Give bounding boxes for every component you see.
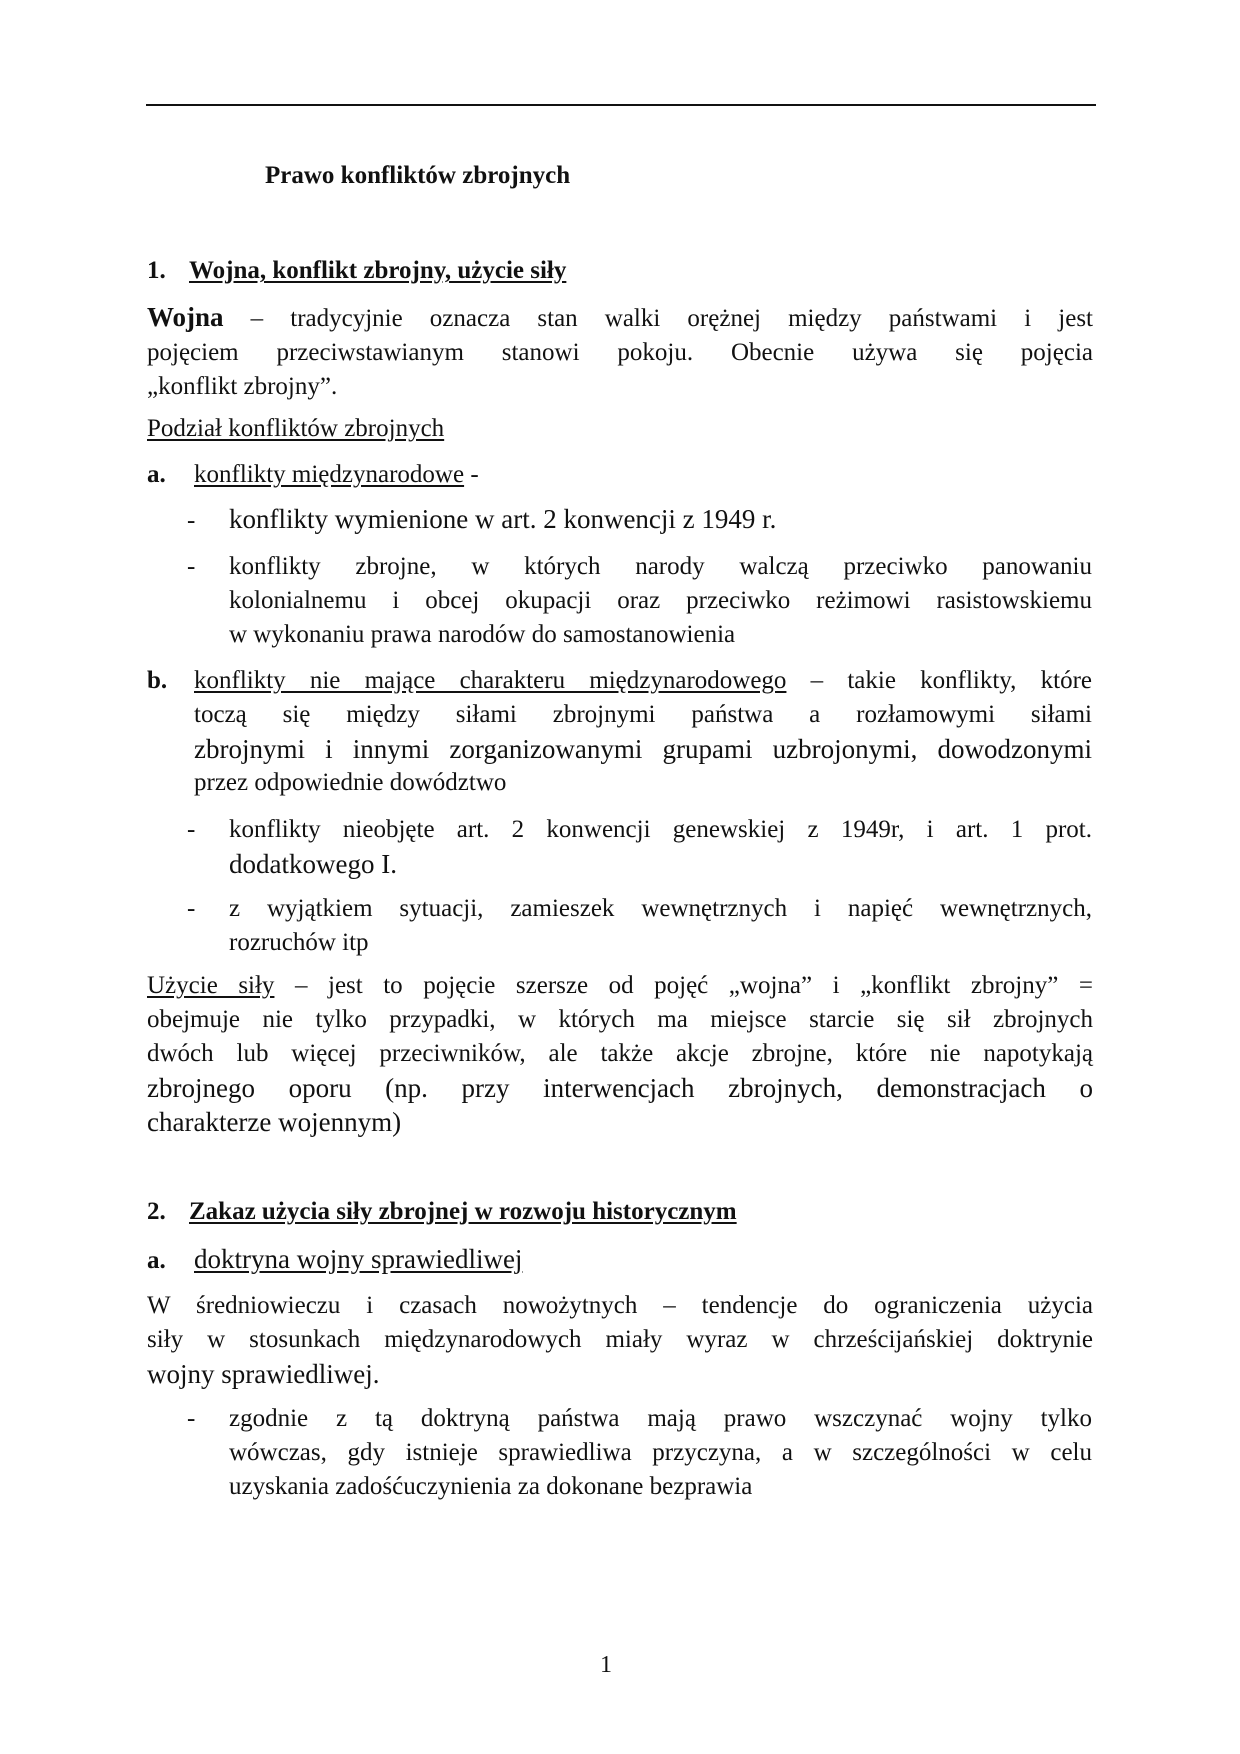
uzycie-paragraph: Użycie siły – jest to pojęcie szersze od pojęć „wojna” i „konflikt zbrojny” = obejmuje nie tylko przypadki, w których ma miejsce starcie się sił zbrojnych dwóch lub więcej przeciwników, ale także akcje zbrojne, które nie napotykają zbrojnego oporu (np. przy interwencjach zbrojnych, demonstracjach o charakterze wojennym) (147, 972, 1093, 1137)
wojna-paragraph (147, 300, 1093, 404)
bullet-item: konflikty zbrojne, w których narody walczą przeciwko panowaniu kolonialnemu i obcej okupacji oraz przeciwko reżimowi rasistowskiemu w wykonaniu prawa narodów do samostanowienia (229, 553, 1092, 648)
section-2-heading (147, 1198, 737, 1226)
section-1-heading (147, 257, 566, 285)
wojna-term: Wojna (147, 302, 224, 332)
section-number: 2. (147, 1198, 166, 1225)
bullet-item: konflikty nieobjęte art. 2 konwencji genewskiej z 1949r, i art. 1 prot. dodatkowego I. (229, 816, 1092, 879)
item-a-label: doktryna wojny sprawiedliwej (194, 1244, 523, 1274)
uzycie-term: Użycie siły (147, 972, 275, 999)
bullet-dash: - (187, 507, 196, 534)
list-marker-a: a. (147, 461, 166, 488)
section-title: Zakaz użycia siły zbrojnej w rozwoju historycznym (189, 1198, 737, 1225)
document-title: Prawo konfliktów zbrojnych (265, 162, 571, 189)
bullet-item: zgodnie z tą doktryną państwa mają prawo wszczynać wojny tylko wówczas, gdy istnieje sprawiedliwa przyczyna, a w szczególności w celu uzyskania zadośćuczynienia za dokonane bezprawia (229, 1405, 1092, 1500)
bullet-dash: - (187, 895, 196, 922)
section-number: 1. (147, 257, 166, 284)
item-b-label: konflikty nie mające charakteru międzynarodowego (194, 667, 787, 694)
header-rule (146, 104, 1096, 106)
bullet-item: z wyjątkiem sytuacji, zamieszek wewnętrznych i napięć wewnętrznych, rozruchów itp (229, 895, 1092, 956)
paragraph-line: pojęciem przeciwstawianym stanowi pokoju. Obecnie używa się pojęcia (147, 339, 1093, 366)
podzial-label: Podział konfliktów zbrojnych (147, 415, 445, 442)
bullet-item: konflikty wymienione w art. 2 konwencji z 1949 r. (229, 504, 777, 534)
item-a-label: konflikty międzynarodowe (194, 461, 465, 488)
list-marker-a: a. (147, 1247, 166, 1274)
list-item-b: konflikty nie mające charakteru międzynarodowego – takie konflikty, które toczą się między siłami zbrojnymi państwa a rozłamowymi siłami zbrojnymi i innymi zorganizowanymi grupami uzbrojonymi, dowodzonymi przez odpowiednie dowództwo (194, 667, 1092, 796)
list-item-a (194, 1242, 1092, 1278)
bullet-dash: - (187, 1405, 196, 1432)
list-item-a: konflikty międzynarodowe - (194, 461, 479, 488)
paragraph-line: Wojna – tradycyjnie oznacza stan walki orężnej między państwami i jest (147, 302, 1093, 332)
section-title: Wojna, konflikt zbrojny, użycie siły (189, 257, 567, 284)
page-number: 1 (600, 1652, 612, 1678)
list-marker-b: b. (147, 667, 168, 694)
paragraph-line: „konflikt zbrojny”. (147, 373, 338, 400)
bullet-dash: - (187, 816, 196, 843)
wojna-sprawiedliwa-paragraph: W średniowieczu i czasach nowożytnych – tendencje do ograniczenia użycia siły w stosunkach międzynarodowych miały wyraz w chrześcijańskiej doktrynie wojny sprawiedliwej. (147, 1292, 1093, 1389)
bullet-dash: - (187, 553, 196, 580)
